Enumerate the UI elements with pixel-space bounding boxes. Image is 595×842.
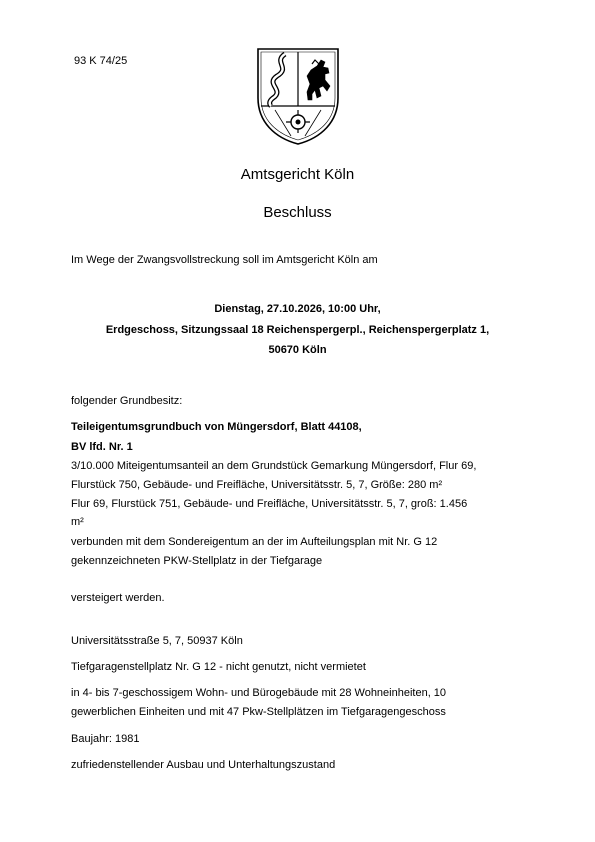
building-info-line: gewerblichen Einheiten und mit 47 Pkw-Stellplätzen im Tiefgaragengeschoss	[71, 706, 446, 718]
property-desc-line: 3/10.000 Miteigentumsanteil an dem Grundstück Gemarkung Müngersdorf, Flur 69,	[71, 460, 477, 472]
baujahr-info: Baujahr: 1981	[71, 733, 140, 745]
intro-text: Im Wege der Zwangsvollstreckung soll im Amtsgericht Köln am	[71, 254, 378, 266]
grundbesitz-label: folgender Grundbesitz:	[71, 395, 183, 407]
case-number: 93 K 74/25	[74, 55, 128, 67]
property-address: Universitätsstraße 5, 7, 50937 Köln	[71, 635, 243, 647]
building-info-line: in 4- bis 7-geschossigem Wohn- und Bürogebäude mit 28 Wohneinheiten, 10	[71, 687, 447, 699]
grundbuch-entry: Teileigentumsgrundbuch von Müngersdorf, Blatt 44108,	[71, 421, 362, 433]
versteigert-text: versteigert werden.	[71, 592, 165, 604]
court-name: Amtsgericht Köln	[240, 166, 355, 183]
property-desc-line: Flurstück 750, Gebäude- und Freifläche, Universitätsstr. 5, 7, Größe: 280 m²	[71, 479, 443, 491]
property-desc-line: verbunden mit dem Sondereigentum an der im Aufteilungsplan mit Nr. G 12	[71, 536, 438, 548]
termin-date: Dienstag, 27.10.2026, 10:00 Uhr,	[214, 303, 381, 315]
bv-number: BV lfd. Nr. 1	[71, 441, 133, 453]
document-title: Beschluss	[263, 204, 332, 221]
nrw-coat-of-arms-icon	[255, 46, 341, 146]
property-desc-line: gekennzeichneten PKW-Stellplatz in der Tiefgarage	[71, 555, 323, 567]
termin-location: Erdgeschoss, Sitzungssaal 18 Reichenspergerpl., Reichenspergerplatz 1,	[105, 324, 490, 336]
stellplatz-info: Tiefgaragenstellplatz Nr. G 12 - nicht genutzt, nicht vermietet	[71, 661, 366, 673]
property-desc-line: m²	[71, 516, 84, 528]
zustand-info: zufriedenstellender Ausbau und Unterhaltungszustand	[71, 759, 336, 771]
property-desc-line: Flur 69, Flurstück 751, Gebäude- und Freifläche, Universitätsstr. 5, 7, groß: 1.456	[71, 498, 468, 510]
termin-city: 50670 Köln	[268, 344, 327, 356]
